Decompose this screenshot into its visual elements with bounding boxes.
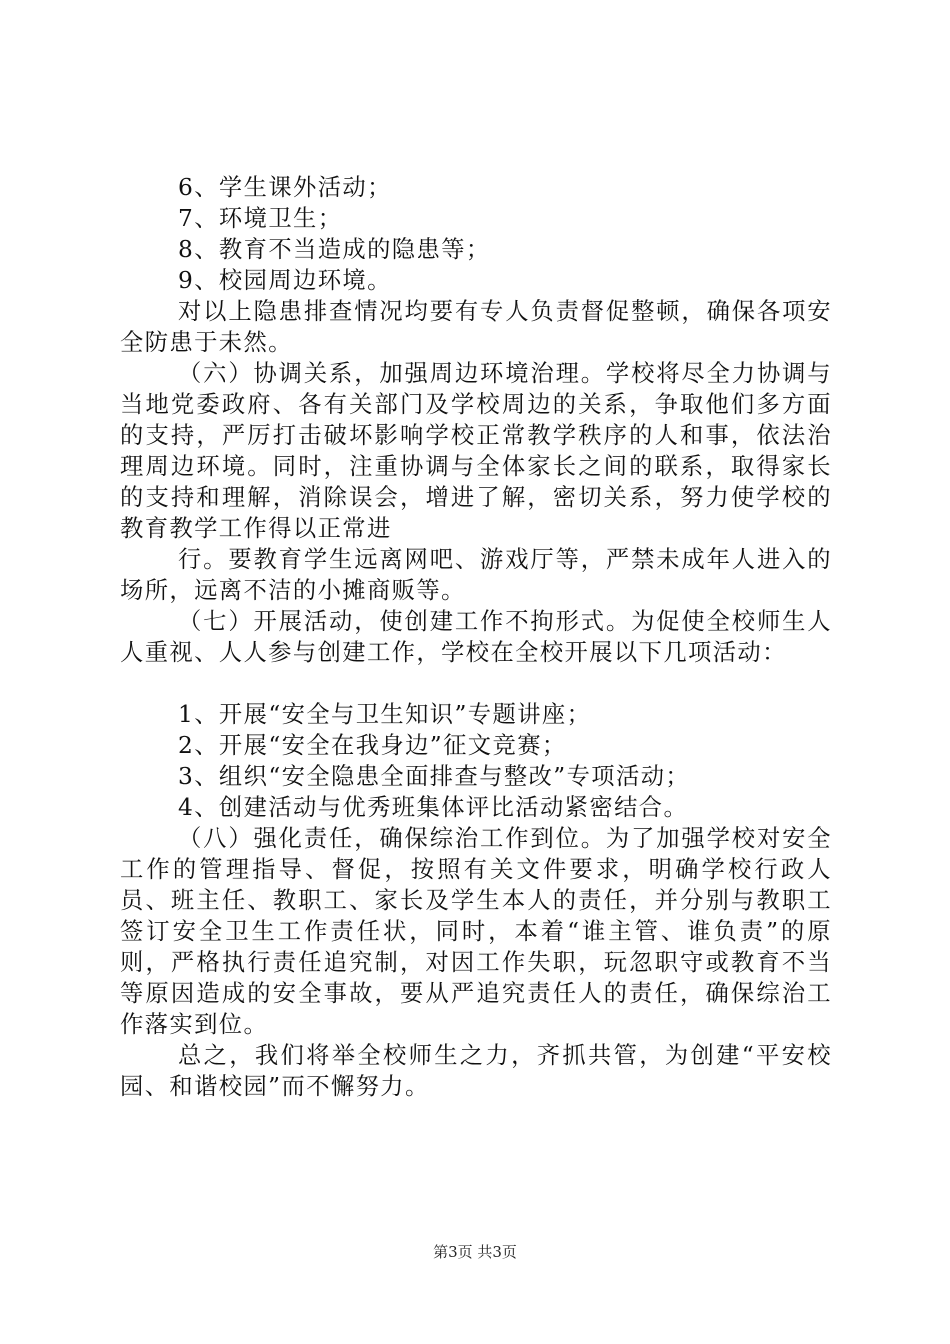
document-body: [120, 172, 832, 1102]
list-item: 9、校园周边环境。: [178, 267, 392, 294]
paragraph-section-six: （六）协调关系，加强周边环境治理。学校将尽全力协调与当地党委政府、各有关部门及学校周边的关系，争取他们多方面的支持，严厉打击破坏影响学校正常教学秩序的人和事，依法治理周边环境。同时，注重协调与全体家长之间的联系，取得家长的支持和理解，消除误会，增进了解，密切关系，努力使学校的教育教学工作得以正常进: [120, 360, 832, 542]
list-item: 6、学生课外活动；: [178, 174, 392, 201]
list-item: 4、创建活动与优秀班集体评比活动紧密结合。: [178, 794, 689, 821]
paragraph-section-seven: （七）开展活动，使创建工作不拘形式。为促使全校师生人人重视、人人参与创建工作，学校在全校开展以下几项活动：: [120, 608, 832, 666]
list-item: 7、环境卫生；: [178, 205, 343, 232]
paragraph-section-six-continued: 行。要教育学生远离网吧、游戏厅等，严禁未成年人进入的场所，远离不洁的小摊商贩等。: [120, 546, 832, 604]
paragraph-summary: 对以上隐患排查情况均要有专人负责督促整顿，确保各项安全防患于未然。: [120, 298, 832, 356]
paragraph-conclusion: 总之，我们将举全校师生之力，齐抓共管，为创建“平安校园、和谐校园”而不懈努力。: [120, 1042, 832, 1100]
list-item: 8、教育不当造成的隐患等；: [178, 236, 491, 263]
page-footer: 第3页 共3页: [433, 1243, 517, 1261]
list-item: 2、开展“安全在我身边”征文竞赛；: [178, 732, 567, 759]
paragraph-section-eight: （八）强化责任，确保综治工作到位。为了加强学校对安全工作的管理指导、督促，按照有关文件要求，明确学校行政人员、班主任、教职工、家长及学生本人的责任，并分别与教职工签订安全卫生工作责任状，同时，本着“谁主管、谁负责”的原则，严格执行责任追究制，对因工作失职，玩忽职守或教育不当等原因造成的安全事故，要从严追究责任人的责任，确保综治工作落实到位。: [120, 825, 832, 1038]
list-item: 1、开展“安全与卫生知识”专题讲座；: [178, 701, 592, 728]
list-item: 3、组织“安全隐患全面排查与整改”专项活动；: [178, 763, 691, 790]
blank-line: [120, 668, 832, 699]
